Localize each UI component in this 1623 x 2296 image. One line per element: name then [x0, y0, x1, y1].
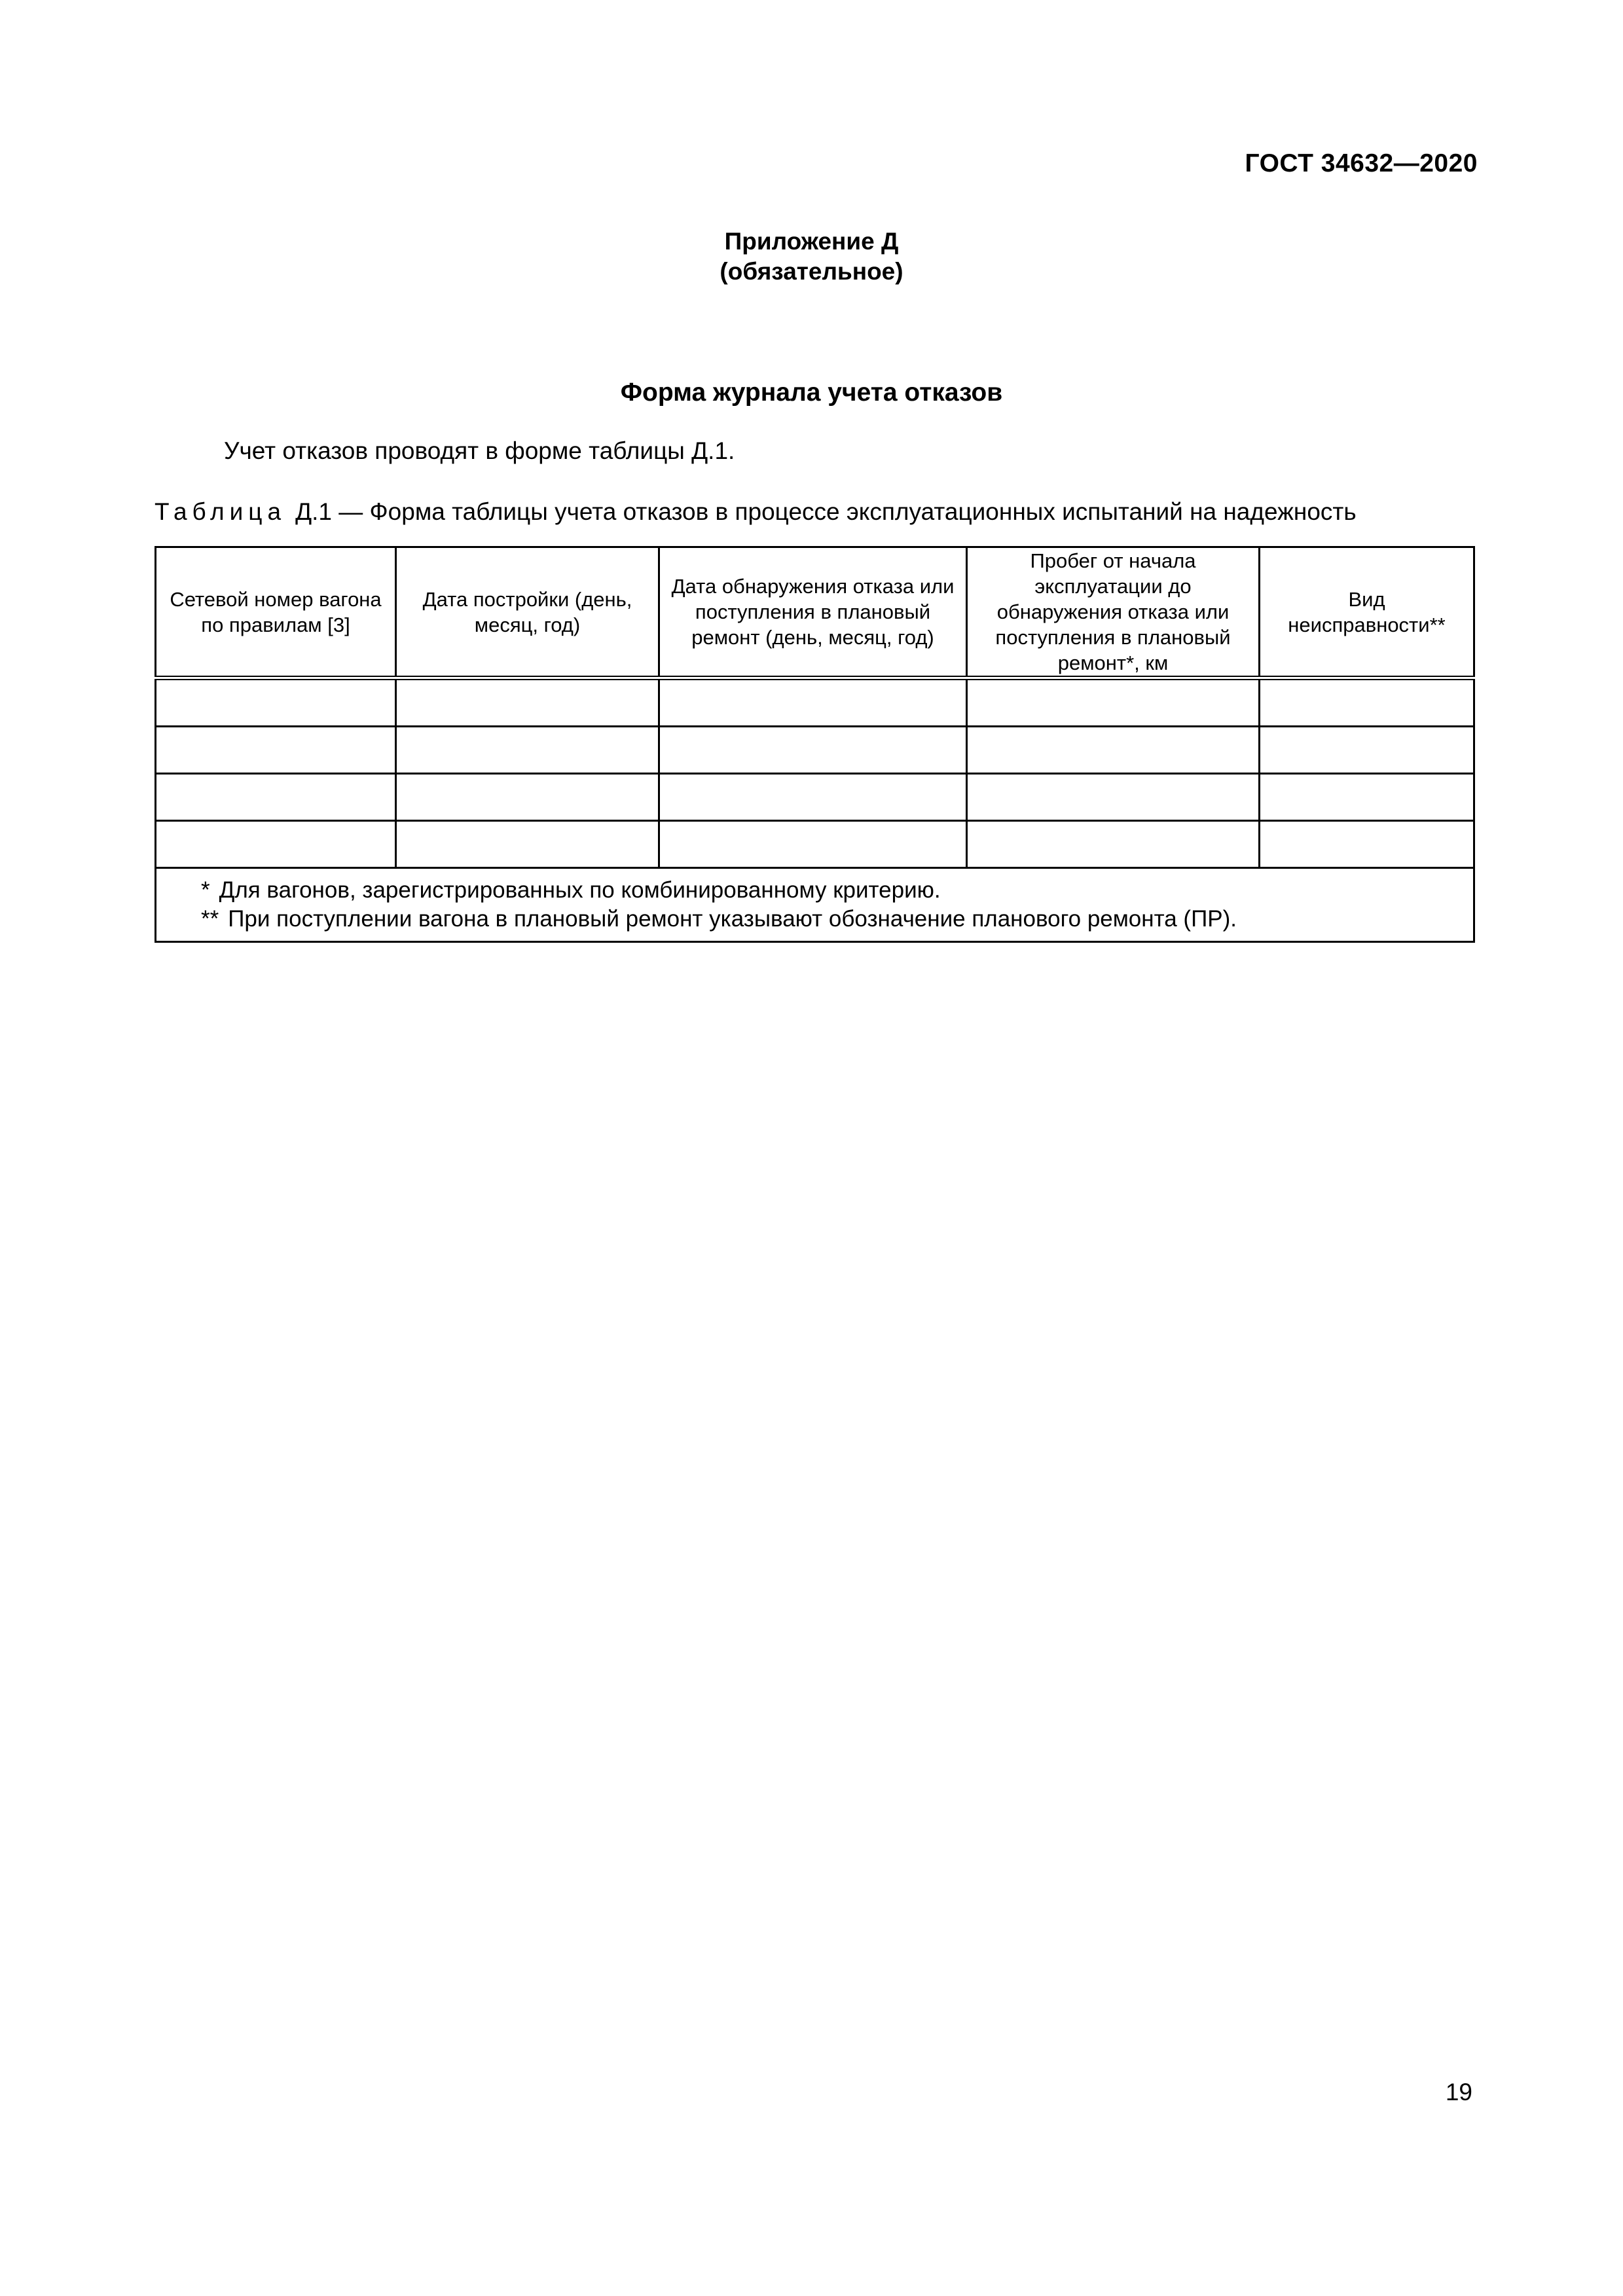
page-number: 19 [1445, 2079, 1472, 2105]
intro-paragraph: Учет отказов проводят в форме таблицы Д.1. [224, 437, 735, 464]
table-cell [967, 821, 1260, 868]
table-cell [396, 678, 659, 727]
table-cell [1260, 821, 1474, 868]
table-cell [659, 678, 967, 727]
table-notes-row [156, 868, 1474, 942]
table-caption-text: Д.1 — Форма таблицы учета отказов в процессе эксплуатационных испытаний на надежность [295, 498, 1357, 525]
table-cell [1260, 774, 1474, 821]
appendix-heading [0, 227, 1623, 287]
table-cell [396, 727, 659, 774]
table-row [156, 678, 1474, 727]
note-mark-2: ** [201, 906, 219, 932]
appendix-status: (обязательное) [720, 258, 903, 285]
table-caption [155, 498, 1357, 526]
table-cell [396, 774, 659, 821]
table-row [156, 821, 1474, 868]
table-cell [1260, 678, 1474, 727]
appendix-title: Приложение Д [724, 228, 899, 255]
table-cell [156, 821, 396, 868]
table-note-1 [201, 876, 1473, 905]
table-cell [967, 774, 1260, 821]
table-cell [156, 774, 396, 821]
column-header-detection-date: Дата обнаружения отказа или поступления в плановый ремонт (день, месяц, год) [659, 547, 967, 678]
table-row [156, 727, 1474, 774]
table-cell [659, 774, 967, 821]
section-title: Форма журнала учета отказов [620, 378, 1003, 407]
table-caption-prefix: Таблица [155, 498, 287, 525]
table-cell [967, 727, 1260, 774]
failure-log-table [155, 546, 1475, 943]
table-row [156, 774, 1474, 821]
table-cell [659, 727, 967, 774]
table-cell [396, 821, 659, 868]
table-header-row [156, 547, 1474, 678]
table-body [156, 678, 1474, 868]
table-cell [967, 678, 1260, 727]
table-cell [1260, 727, 1474, 774]
table-cell [156, 678, 396, 727]
table-notes [156, 868, 1474, 942]
table-note-2 [201, 905, 1473, 934]
note-text-1: Для вагонов, зарегистрированных по комбинированному критерию. [219, 877, 941, 903]
table-cell [659, 821, 967, 868]
document-code: ГОСТ 34632—2020 [1245, 149, 1478, 177]
column-header-mileage: Пробег от начала эксплуатации до обнаружения отказа или поступления в плановый ремонт*, км [967, 547, 1260, 678]
note-text-2: При поступлении вагона в плановый ремонт указывают обозначение планового ремонта (ПР). [228, 906, 1237, 932]
table-cell [156, 727, 396, 774]
column-header-car-number: Сетевой номер вагона по правилам [3] [156, 547, 396, 678]
column-header-fault-type: Вид неисправности** [1260, 547, 1474, 678]
note-mark-1: * [201, 877, 210, 903]
column-header-build-date: Дата постройки (день, месяц, год) [396, 547, 659, 678]
